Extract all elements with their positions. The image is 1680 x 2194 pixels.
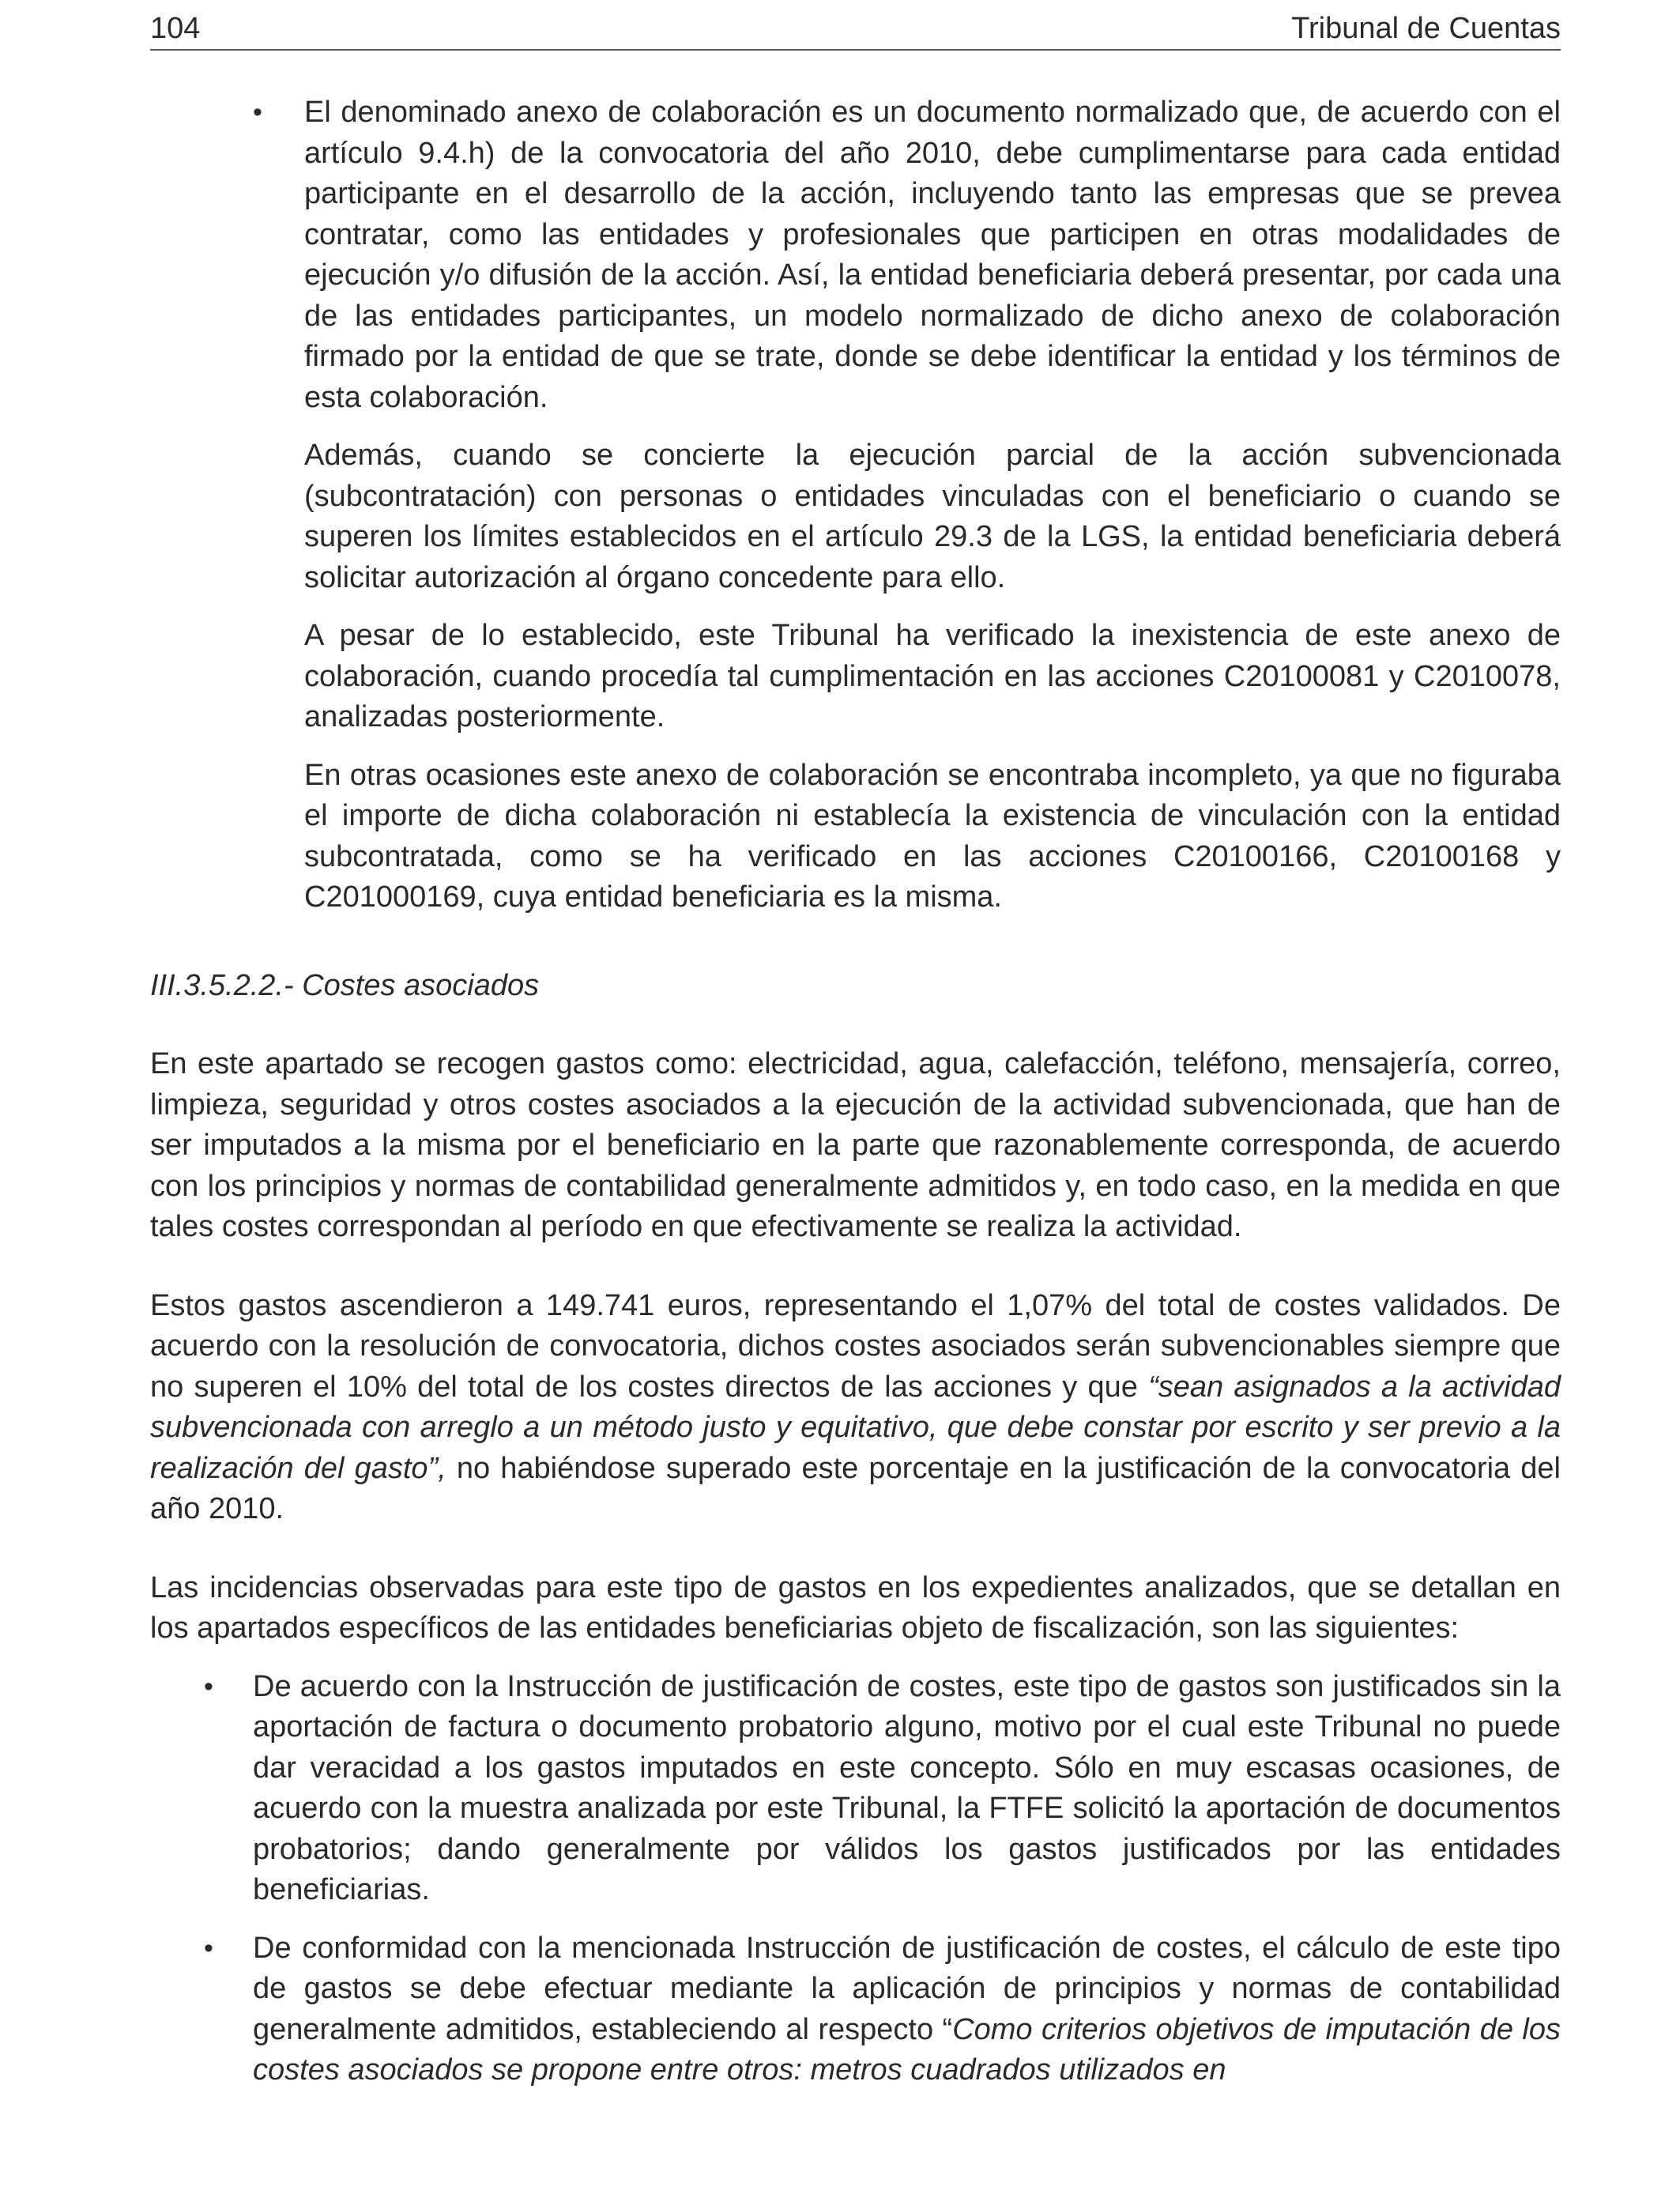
bullet-text-annex: El denominado anexo de colaboración es un documento normalizado que, de acuerdo con el artículo 9.4.h) de la convocatoria del año 2010, debe cumplimentarse para cada entidad participante en el desarrollo de la acción, incluyendo tanto las empresas que se prevea contratar, como las entidades y profesionales que participen en otras modalidades de ejecución y/o difusión de la acción. Así, la entidad beneficiaria deberá presentar, por cada una de las entidades participantes, un modelo normalizado de dicho anexo de colaboración firmado por la entidad de que se trate, donde se debe identificar la entidad y los términos de esta colaboración.	[304, 96, 1561, 414]
annex-details	[304, 435, 1561, 918]
page-number: 104	[150, 12, 201, 45]
list-item	[150, 92, 1561, 418]
paragraph-costs-amount	[150, 1286, 1561, 1530]
page-content	[150, 92, 1561, 2109]
paragraph-incomplete: En otras ocasiones este anexo de colaboración se encontraba incompleto, ya que no figuraba el importe de dicha colaboración ni establecía la existencia de vinculación con la entidad subcontratada, como se ha verificado en las acciones C20100166, C20100168 y C201000169, cuya entidad beneficiaria es la misma.	[304, 758, 1561, 914]
header-title: Tribunal de Cuentas	[1291, 12, 1561, 45]
list-item	[150, 1928, 1561, 2091]
bullet-text-justification: De acuerdo con la Instrucción de justificación de costes, este tipo de gastos son justificados sin la aportación de factura o documento probatorio alguno, motivo por el cual este Tribunal no puede dar veracidad a los gastos imputados en este concepto. Sólo en muy escasas ocasiones, de acuerdo con la muestra analizada por este Tribunal, la FTFE solicitó la aportación de documentos probatorios; dando generalmente por válidos los gastos justificados por las entidades beneficiarias.	[253, 1669, 1561, 1906]
bullet-text-calculation	[253, 1928, 1561, 2091]
text-run: De conformidad con la mencionada Instrucción de justificación de costes, el cálculo de este tipo de gastos se debe efectuar mediante la aplicación de principios y normas de contabilidad generalmente admitidos, estableciendo al respecto “	[253, 1931, 1561, 2046]
paragraph-costs-intro: En este apartado se recogen gastos como: electricidad, agua, calefacción, teléfono, mensajería, correo, limpieza, seguridad y otros costes asociados a la ejecución de la actividad subvencionada, que han de ser imputados a la misma por el beneficiario en la parte que razonablemente corresponda, de acuerdo con los principios y normas de contabilidad generalmente admitidos y, en todo caso, en la medida en que tales costes correspondan al período en que efectivamente se realiza la actividad.	[150, 1047, 1561, 1243]
paragraph-inexistence: A pesar de lo establecido, este Tribunal ha verificado la inexistencia de este anexo de colaboración, cuando procedía tal cumplimentación en las acciones C20100081 y C2010078, analizadas posteriormente.	[304, 619, 1561, 733]
text-run: no habiéndose superado este porcentaje en la justificación de la convocatoria del año 2010.	[150, 1451, 1561, 1525]
bullet-icon: •	[204, 1932, 213, 1963]
paragraph-incidences: Las incidencias observadas para este tipo de gastos en los expedientes analizados, que se detallan en los apartados específicos de las entidades beneficiarias objeto de fiscalización, son las siguientes:	[150, 1570, 1561, 1645]
quoted-text: Como criterios objetivos de imputación de los costes asociados se propone entre otros: metros cuadrados utilizados en	[253, 2012, 1561, 2087]
section-heading: III.3.5.2.2.- Costes asociados	[150, 968, 540, 1002]
page-header	[150, 8, 1561, 51]
paragraph-subcontracting: Además, cuando se concierte la ejecución parcial de la acción subvencionada (subcontratación) con personas o entidades vinculadas con el beneficiario o cuando se superen los límites establecidos en el artículo 29.3 de la LGS, la entidad beneficiaria deberá solicitar autorización al órgano concedente para ello.	[304, 439, 1561, 594]
bullet-icon: •	[253, 97, 262, 127]
bullet-icon: •	[204, 1671, 213, 1702]
list-item	[150, 1667, 1561, 1911]
quoted-text: “sean asignados a la actividad subvencionada con arreglo a un método justo y equitativo, que debe constar por escrito y ser previo a la realización del gasto”,	[150, 1370, 1561, 1485]
text-run: Estos gastos ascendieron a 149.741 euros, representando el 1,07% del total de costes validados. De acuerdo con la resolución de convocatoria, dichos costes asociados serán subvencionables siempre que no superen el 10% del total de los costes directos de las acciones y que	[150, 1288, 1561, 1404]
